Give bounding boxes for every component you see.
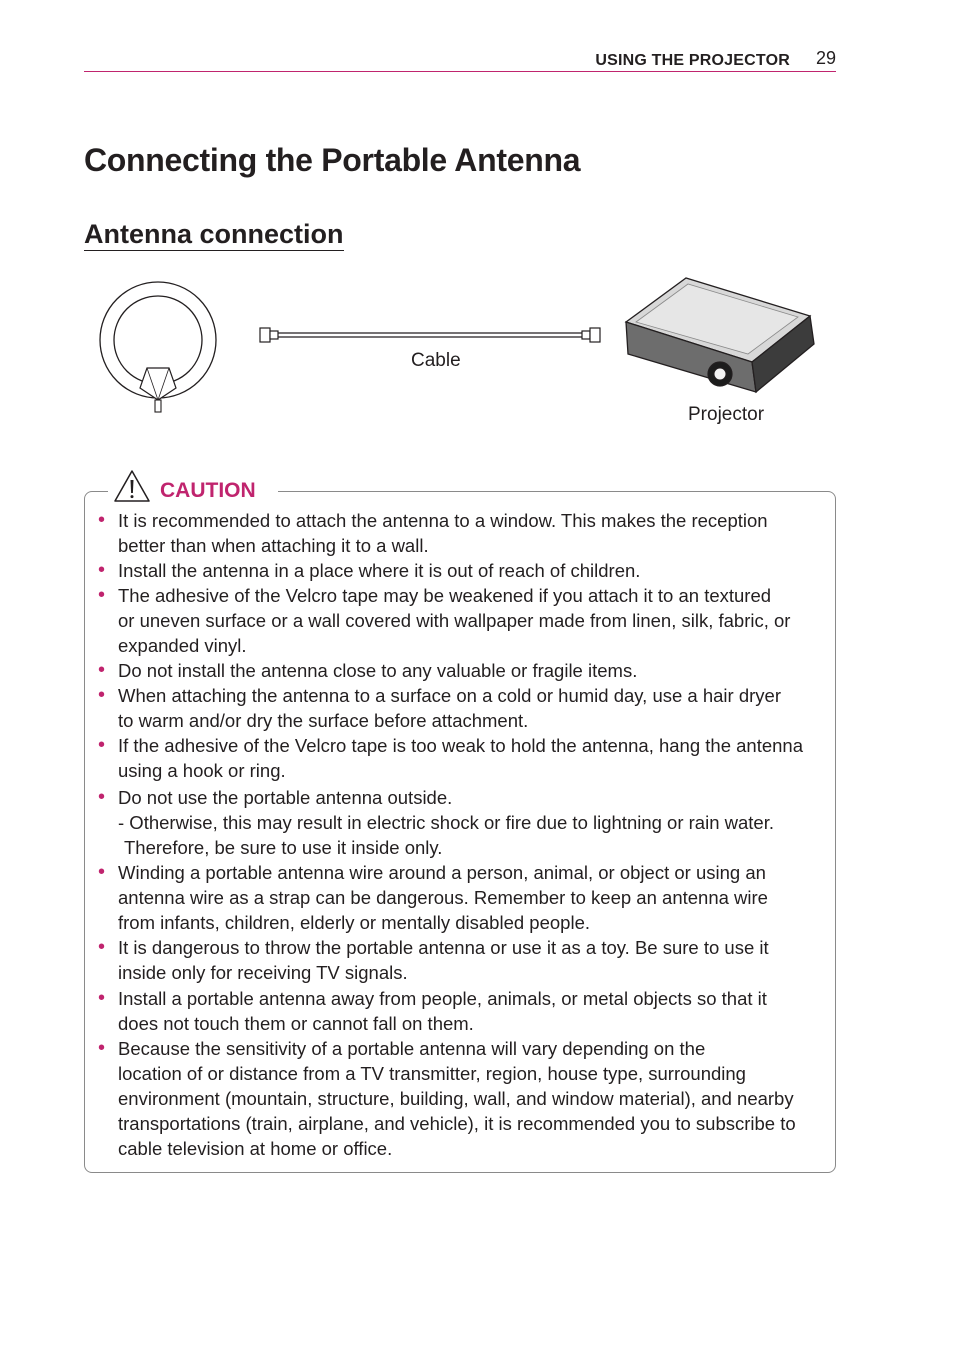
caution-item (98, 658, 838, 683)
caution-item-line: • Winding a portable antenna wire around a person, animal, or object or using an (118, 862, 766, 883)
caution-item (98, 583, 838, 658)
header-divider (84, 71, 836, 72)
caution-item-line: • The adhesive of the Velcro tape may be weakened if you attach it to an textured (118, 585, 772, 606)
caution-item-line: environment (mountain, structure, building, wall, and window material), and nearby (118, 1088, 794, 1109)
portable-antenna-illustration (100, 282, 216, 412)
caution-item (98, 558, 838, 583)
caution-item-line: • Install a portable antenna away from people, animals, or metal objects so that it (118, 988, 767, 1009)
header-section-title: USING THE PROJECTOR (595, 52, 790, 69)
caution-item-line: • Install the antenna in a place where it is out of reach of children. (118, 560, 641, 581)
caution-item (98, 785, 838, 860)
caution-item-line: better than when attaching it to a wall. (118, 535, 429, 556)
caution-item (98, 986, 838, 1036)
page-number: 29 (815, 48, 836, 68)
warning-triangle-icon (112, 468, 152, 504)
caution-item-line: expanded vinyl. (118, 635, 247, 656)
caution-item-line: • Do not install the antenna close to any valuable or fragile items. (118, 660, 638, 681)
caution-item-line: to warm and/or dry the surface before attachment. (118, 710, 529, 731)
caution-label: CAUTION (160, 479, 256, 502)
page-title: Connecting the Portable Antenna (84, 142, 581, 178)
caution-item-line: - Otherwise, this may result in electric shock or fire due to lightning or rain water. (118, 812, 774, 833)
caution-item-line: • If the adhesive of the Velcro tape is too weak to hold the antenna, hang the antenna (118, 735, 804, 756)
page-header (84, 44, 836, 72)
caution-item-line: • When attaching the antenna to a surface on a cold or humid day, use a hair dryer (118, 685, 781, 706)
caution-item-line: transportations (train, airplane, and vehicle), it is recommended you to subscribe to (118, 1113, 796, 1134)
caution-item-line: does not touch them or cannot fall on them. (118, 1013, 474, 1034)
section-title: Antenna connection (84, 219, 344, 249)
caution-item-line: • Do not use the portable antenna outside. (118, 787, 453, 808)
cable-label: Cable (411, 350, 461, 371)
caution-item-line: cable television at home or office. (118, 1138, 393, 1159)
caution-list (98, 508, 838, 1161)
caution-item-line: using a hook or ring. (118, 760, 286, 781)
caution-header (108, 466, 278, 506)
caution-item-line: • It is dangerous to throw the portable antenna or use it as a toy. Be sure to use it (118, 937, 769, 958)
caution-item-line: antenna wire as a strap can be dangerous. Remember to keep an antenna wire (118, 887, 768, 908)
caution-item-line: location of or distance from a TV transmitter, region, house type, surrounding (118, 1063, 746, 1084)
caution-item (98, 683, 838, 733)
caution-item-line: or uneven surface or a wall covered with wallpaper made from linen, silk, fabric, or (118, 610, 791, 631)
caution-item-line: • It is recommended to attach the antenna to a window. This makes the reception (118, 510, 768, 531)
caution-item (98, 935, 838, 985)
caution-item-line: Therefore, be sure to use it inside only. (124, 837, 443, 858)
caution-item-line: from infants, children, elderly or mentally disabled people. (118, 912, 590, 933)
caution-item (98, 860, 838, 935)
projector-label: Projector (688, 404, 765, 425)
caution-item-line: inside only for receiving TV signals. (118, 962, 408, 983)
caution-item-line: • Because the sensitivity of a portable antenna will vary depending on the (118, 1038, 706, 1059)
caution-item (98, 1036, 838, 1161)
caution-item (98, 508, 838, 558)
caution-item (98, 733, 838, 783)
projector-illustration (626, 278, 814, 392)
antenna-connection-diagram (84, 270, 844, 440)
cable-illustration (260, 328, 600, 342)
